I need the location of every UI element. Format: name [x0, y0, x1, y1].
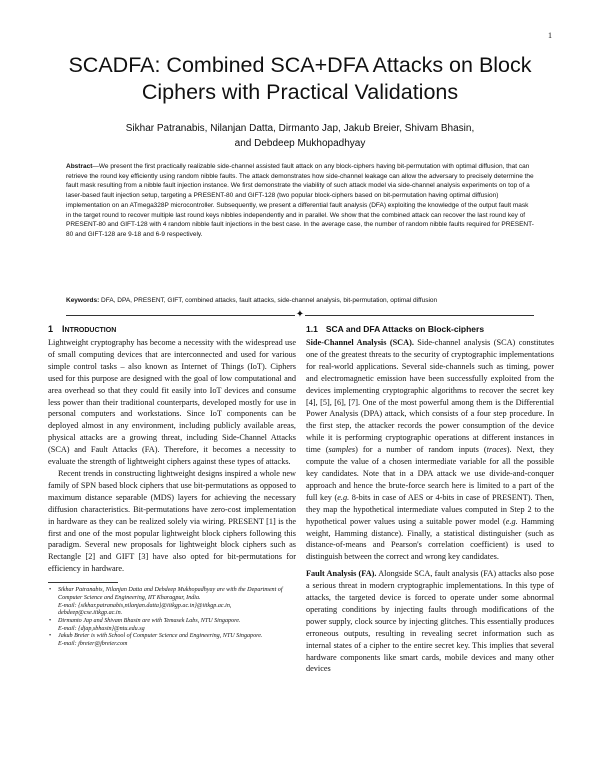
section-number: 1: [48, 324, 54, 334]
para-text: ). Next, they compute the value of a chosen intermediate variable for all the possible key candidates. Note that in a DPA attack we use divide-and-conquer approach and hence the brute-force search here is limited to a part of the full key (: [306, 445, 554, 502]
footnote-item: • Jakub Breier is with School of Computer Science and Engineering, NTU Singapore. E-mail: jbreier@jbreier.com: [48, 633, 296, 648]
intro-paragraph-2: Recent trends in constructing lightweight designs inspired a whole new family of SPN based block ciphers that use bit-permutations as opposed to maximum distance separable (MDS) layers for achieving the necessary diffusion characteristics. Bit-permutations have zero-cost implementation in hardware as they can be realized solely via wiring. PRESENT [1] is the first and one of the most popular lightweight block ciphers following this paradigm. Several new proposals for lightweight block ciphers such as Rectangle [2] and GIFT [3] have also opted for bit-permutations for efficiency in hardware.: [48, 468, 296, 574]
author-list: [48, 122, 552, 151]
keywords-text: DFA, DPA, PRESENT, GIFT, combined attacks, fault attacks, side-channel analysis, bit-permutation, optimal diffusion: [99, 297, 438, 304]
run-in-heading-sca: Side-Channel Analysis (SCA).: [306, 338, 414, 347]
para-emphasis: e.g.: [337, 492, 350, 502]
paper-title: SCADFA: Combined SCA+DFA Attacks on Block Ciphers with Practical Validations: [68, 53, 532, 104]
divider-diamond-icon: ✦: [295, 309, 305, 320]
para-text: 8-bits in case of AES or 4-bits in case of PRESENT). Then, they map the hypothetical intermediate values computed in Step 2 to the hypothetical power values using a suitable power model (: [306, 492, 554, 526]
abstract: [66, 162, 534, 240]
sca-paragraph: [306, 337, 554, 563]
left-column: [48, 322, 296, 649]
section-heading-introduction: [48, 322, 296, 337]
subsection-title: SCA and DFA Attacks on Block-ciphers: [325, 324, 485, 334]
footnote-item: • Sikhar Patranabis, Nilanjan Datta and Debdeep Mukhopadhyay are with the Department of Computer Science and Engineering, IIT Kharagpur, India. E-mail: {sikhar.patranabis,nilanjan.datta}@iitkgp.ac.in}@iitkgp.ac.in, debdeep@cse.iitkgp.ac.in.: [48, 587, 296, 618]
para-text: Side-channel analysis (SCA) constitutes one of the greatest threats to the security of cryptographic implementations for real-world applications. Several side-channels such as timing, power and electromagnetic emission have been successfully exploited from the devices implementing cryptographic algorithms to recover the secret key [4], [5], [6], [7]. One of the most powerful among them is the Differential Power Analysis (DPA) attack, which consists of a four step procedure. In the first step, the attacker records the power consumption of the device while it is performing cryptographic operations at different instances in time (: [306, 338, 554, 455]
author-line-1: Sikhar Patranabis, Nilanjan Datta, Dirmanto Jap, Jakub Breier, Shivam Bhasin,: [125, 123, 475, 134]
footnote-rule: [48, 582, 118, 583]
run-in-heading-fa: Fault Analysis (FA).: [306, 569, 377, 579]
para-text: Alongside SCA, fault analysis (FA) attacks also pose a serious threat in modern cryptographic implementations. In this type of attacks, the targeted device is forced to operate under some abnormal operating conditions by injecting faults through modifications of the power supply, clock source by injecting glitches. This essentially produces erroneous outputs, resulting in revealing secret information such as internal states of a cipher to the entire secret key. This implies that several hardware components like smart cards, mobile devices and many other devices: [306, 569, 554, 674]
keywords-label: Keywords:: [66, 297, 100, 304]
section-title-rest: NTRODUCTION: [64, 327, 117, 334]
para-text: Hamming weight, Hamming distance). Finally, a statistical distinguisher (such as distance-of-means and Pearson's correlation coefficient) is used to distinguish between the correct and wrong key candidates.: [306, 516, 554, 562]
section-title-initial: I: [62, 324, 65, 334]
keywords: [66, 296, 534, 306]
para-text: ) for a number of random inputs (: [355, 445, 487, 455]
para-emphasis: samples: [328, 445, 356, 455]
abstract-label: Abstract: [66, 163, 93, 170]
fa-paragraph: [306, 568, 554, 675]
page-number: 1: [548, 31, 552, 40]
footnote-item: • Dirmanto Jap and Shivam Bhasin are with Temasek Labs, NTU Singapore. E-mail: {djap,sbhasin}@ntu.edu.sg: [48, 618, 296, 633]
para-emphasis: traces: [486, 445, 507, 455]
subsection-heading-sca-dfa: [306, 322, 554, 337]
right-column: [306, 322, 554, 675]
intro-paragraph-1: Lightweight cryptography has become a necessity with the widespread use of small computing devices that are interconnected and used for various simple control tasks – also known as Internet of Things (IoT). Ciphers used for this purpose are designed with the goal of low computational and area overhead so that they could fit easily into IoT devices and consume less power than their traditional counterparts, developed mostly for use in personal computers and workstations. Since IoT components can be deployed almost in any environment, including publicly available areas, physical attacks are a growing threat, including Side-Channel Attacks (SCA) and Fault Attacks (FA). Therefore, it becomes a necessity to evaluate the strength of lightweight ciphers against these types of attacks.: [48, 338, 296, 467]
affiliation-footnotes: [48, 587, 296, 649]
author-line-2: and Debdeep Mukhopadhyay: [234, 137, 366, 149]
subsection-number: 1.1: [306, 324, 318, 334]
abstract-text: —We present the first practically realizable side-channel assisted fault attack on any block-ciphers having bit-permutation with optimal diffusion, that can retrieve the round key efficiently using random nibble faults. The attack demonstrates how side-channel leakage can allow the adversary to precisely determine the fault mask resulting from a nibble fault injection instance. We first demonstrate the viability of such attack model via side-channel analysis experiments on top of a laser-based fault injection setup, targeting a PRESENT-80 and GIFT-128 (two popular block-ciphers based on bit-permutation having optimal diffusion) implementation on an ATmega328P microcontroller. Subsequently, we present a differential fault analysis (DFA) exploiting the knowledge of the output fault mask in the target round to recover multiple last round keys nibbles independently and in parallel. We show that the combined attack can recover the last round key of PRESENT-80 and GIFT-128 with 4 random nibble fault injections in the best case. In the average case, the number of random nibble faults required for PRESENT-80 and GIFT-128 are 9-18 and 6-9 respectively.: [66, 163, 534, 238]
para-emphasis: e.g.: [505, 516, 518, 526]
